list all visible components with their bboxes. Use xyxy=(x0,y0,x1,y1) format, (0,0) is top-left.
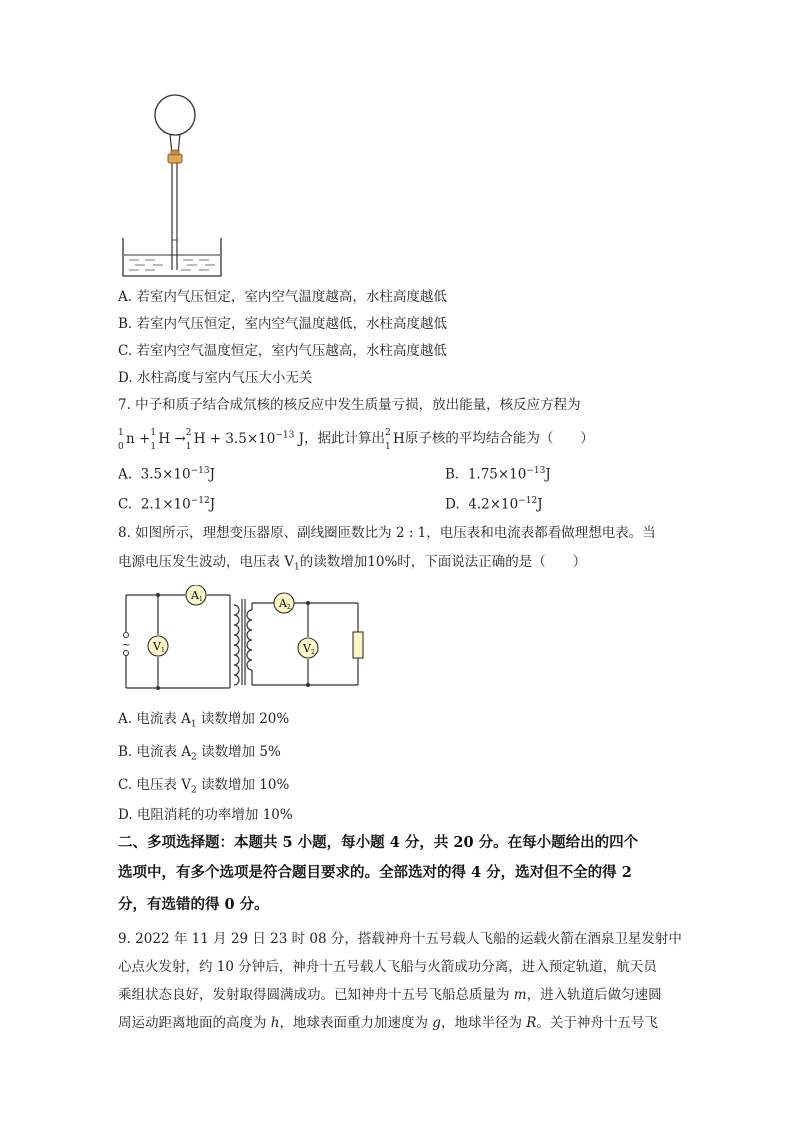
svg-text:2: 2 xyxy=(287,604,291,611)
svg-text:1: 1 xyxy=(161,647,165,654)
q9-line4: 周运动距离地面的高度为 h，地球表面重力加速度为 g，地球半径为 R。关于神舟十五号飞 xyxy=(118,1015,658,1031)
q8-option-b: B. 电流表 $A_2$ 读数增加 5% xyxy=(118,744,281,763)
q8-option-d: D. 电阻消耗的功率增加 10% xyxy=(118,807,293,823)
svg-text:2: 2 xyxy=(311,649,315,656)
var-h: h xyxy=(270,1015,280,1031)
q8-stem-line1: 8. 如图所示，理想变压器原、副线圈匝数比为 2 : 1，电压表和电流表都看做理想电表。当 xyxy=(118,525,656,541)
q7-stem: 7. 中子和质子结合成氘核的核反应中发生质量亏损，放出能量，核反应方程为 xyxy=(118,397,581,413)
var-R: R xyxy=(526,1015,537,1031)
voltmeter-v1 xyxy=(148,636,168,656)
q7-equation-suffix: ，据此计算出 xyxy=(304,430,386,447)
q6-option-b: B. 若室内气压恒定，室内空气温度越低，水柱高度越低 xyxy=(118,316,448,332)
q9-line2: 心点火发射，约 10 分钟后，神舟十五号载人飞船与火箭成功分离，进入预定轨道，航天员 xyxy=(118,959,657,975)
q6-option-d: D. 水柱高度与室内气压大小无关 xyxy=(118,370,313,386)
q7-option-d: D. $4.2\times 10^{-12}J$ xyxy=(445,496,543,513)
ac-source-symbol: ~ xyxy=(122,640,131,651)
section2-heading-line2: 选项中，有多个选项是符合题目要求的。全部选对的得 4 分，选对但不全的得 2 xyxy=(118,864,632,881)
q8-stem-line2: 电源电压发生波动，电压表 $V_1$的读数增加10%时，下面说法正确的是（ ） xyxy=(118,554,587,573)
q7-equation-tail: 原子核的平均结合能为（ ） xyxy=(404,430,594,447)
ammeter-a1 xyxy=(186,585,206,605)
section2-heading-line1: 二、多项选择题：本题共 5 小题，每小题 4 分，共 20 分。在每小题给出的四个 xyxy=(118,834,639,851)
svg-text:A: A xyxy=(279,597,287,610)
svg-text:1: 1 xyxy=(199,596,203,603)
q6-option-c: C. 若室内空气温度恒定，室内气压越高，水柱高度越低 xyxy=(118,343,447,359)
section2-heading-line3: 分，有选错的得 0 分。 xyxy=(118,896,269,913)
gas-thermometer-figure xyxy=(115,90,230,280)
voltmeter-v2 xyxy=(298,638,318,658)
q7-option-a: A. $3.5\times 10^{-13}J$ xyxy=(118,466,216,483)
q9-line3: 乘组状态良好，发射取得圆满成功。已知神舟十五号飞船总质量为 m，进入轨道后做匀速圆 xyxy=(118,987,662,1003)
svg-text:A: A xyxy=(191,589,199,602)
transformer-circuit-figure xyxy=(118,585,368,695)
deuterium-symbol: 2 1 H xyxy=(385,427,405,452)
q8-option-a: A. 电流表 $A_1$ 读数增加 20% xyxy=(118,711,290,730)
svg-text:V: V xyxy=(303,642,311,655)
q9-line1: 9. 2022 年 11 月 29 日 23 时 08 分，搭载神舟十五号载人飞船的运载火箭在酒泉卫星发射中 xyxy=(118,931,682,947)
ammeter-a2 xyxy=(274,593,294,613)
var-m: m xyxy=(513,987,527,1003)
svg-text:V: V xyxy=(153,640,161,653)
var-g: g xyxy=(432,1015,441,1031)
q7-option-b: B. $1.75\times 10^{-13}J$ xyxy=(445,466,551,483)
resistor xyxy=(353,632,363,658)
q7-equation-line xyxy=(118,426,594,452)
nuclear-equation: 1 0 n + 1 1 H → 2 1 $H + 3.5\times 10^{-13}$ J xyxy=(118,427,305,452)
q7-option-c: C. $2.1\times 10^{-12}J$ xyxy=(118,496,216,513)
q6-option-a: A. 若室内气压恒定，室内空气温度越高，水柱高度越低 xyxy=(118,289,447,305)
q8-option-c: C. 电压表 $V_2$ 读数增加 10% xyxy=(118,777,290,796)
